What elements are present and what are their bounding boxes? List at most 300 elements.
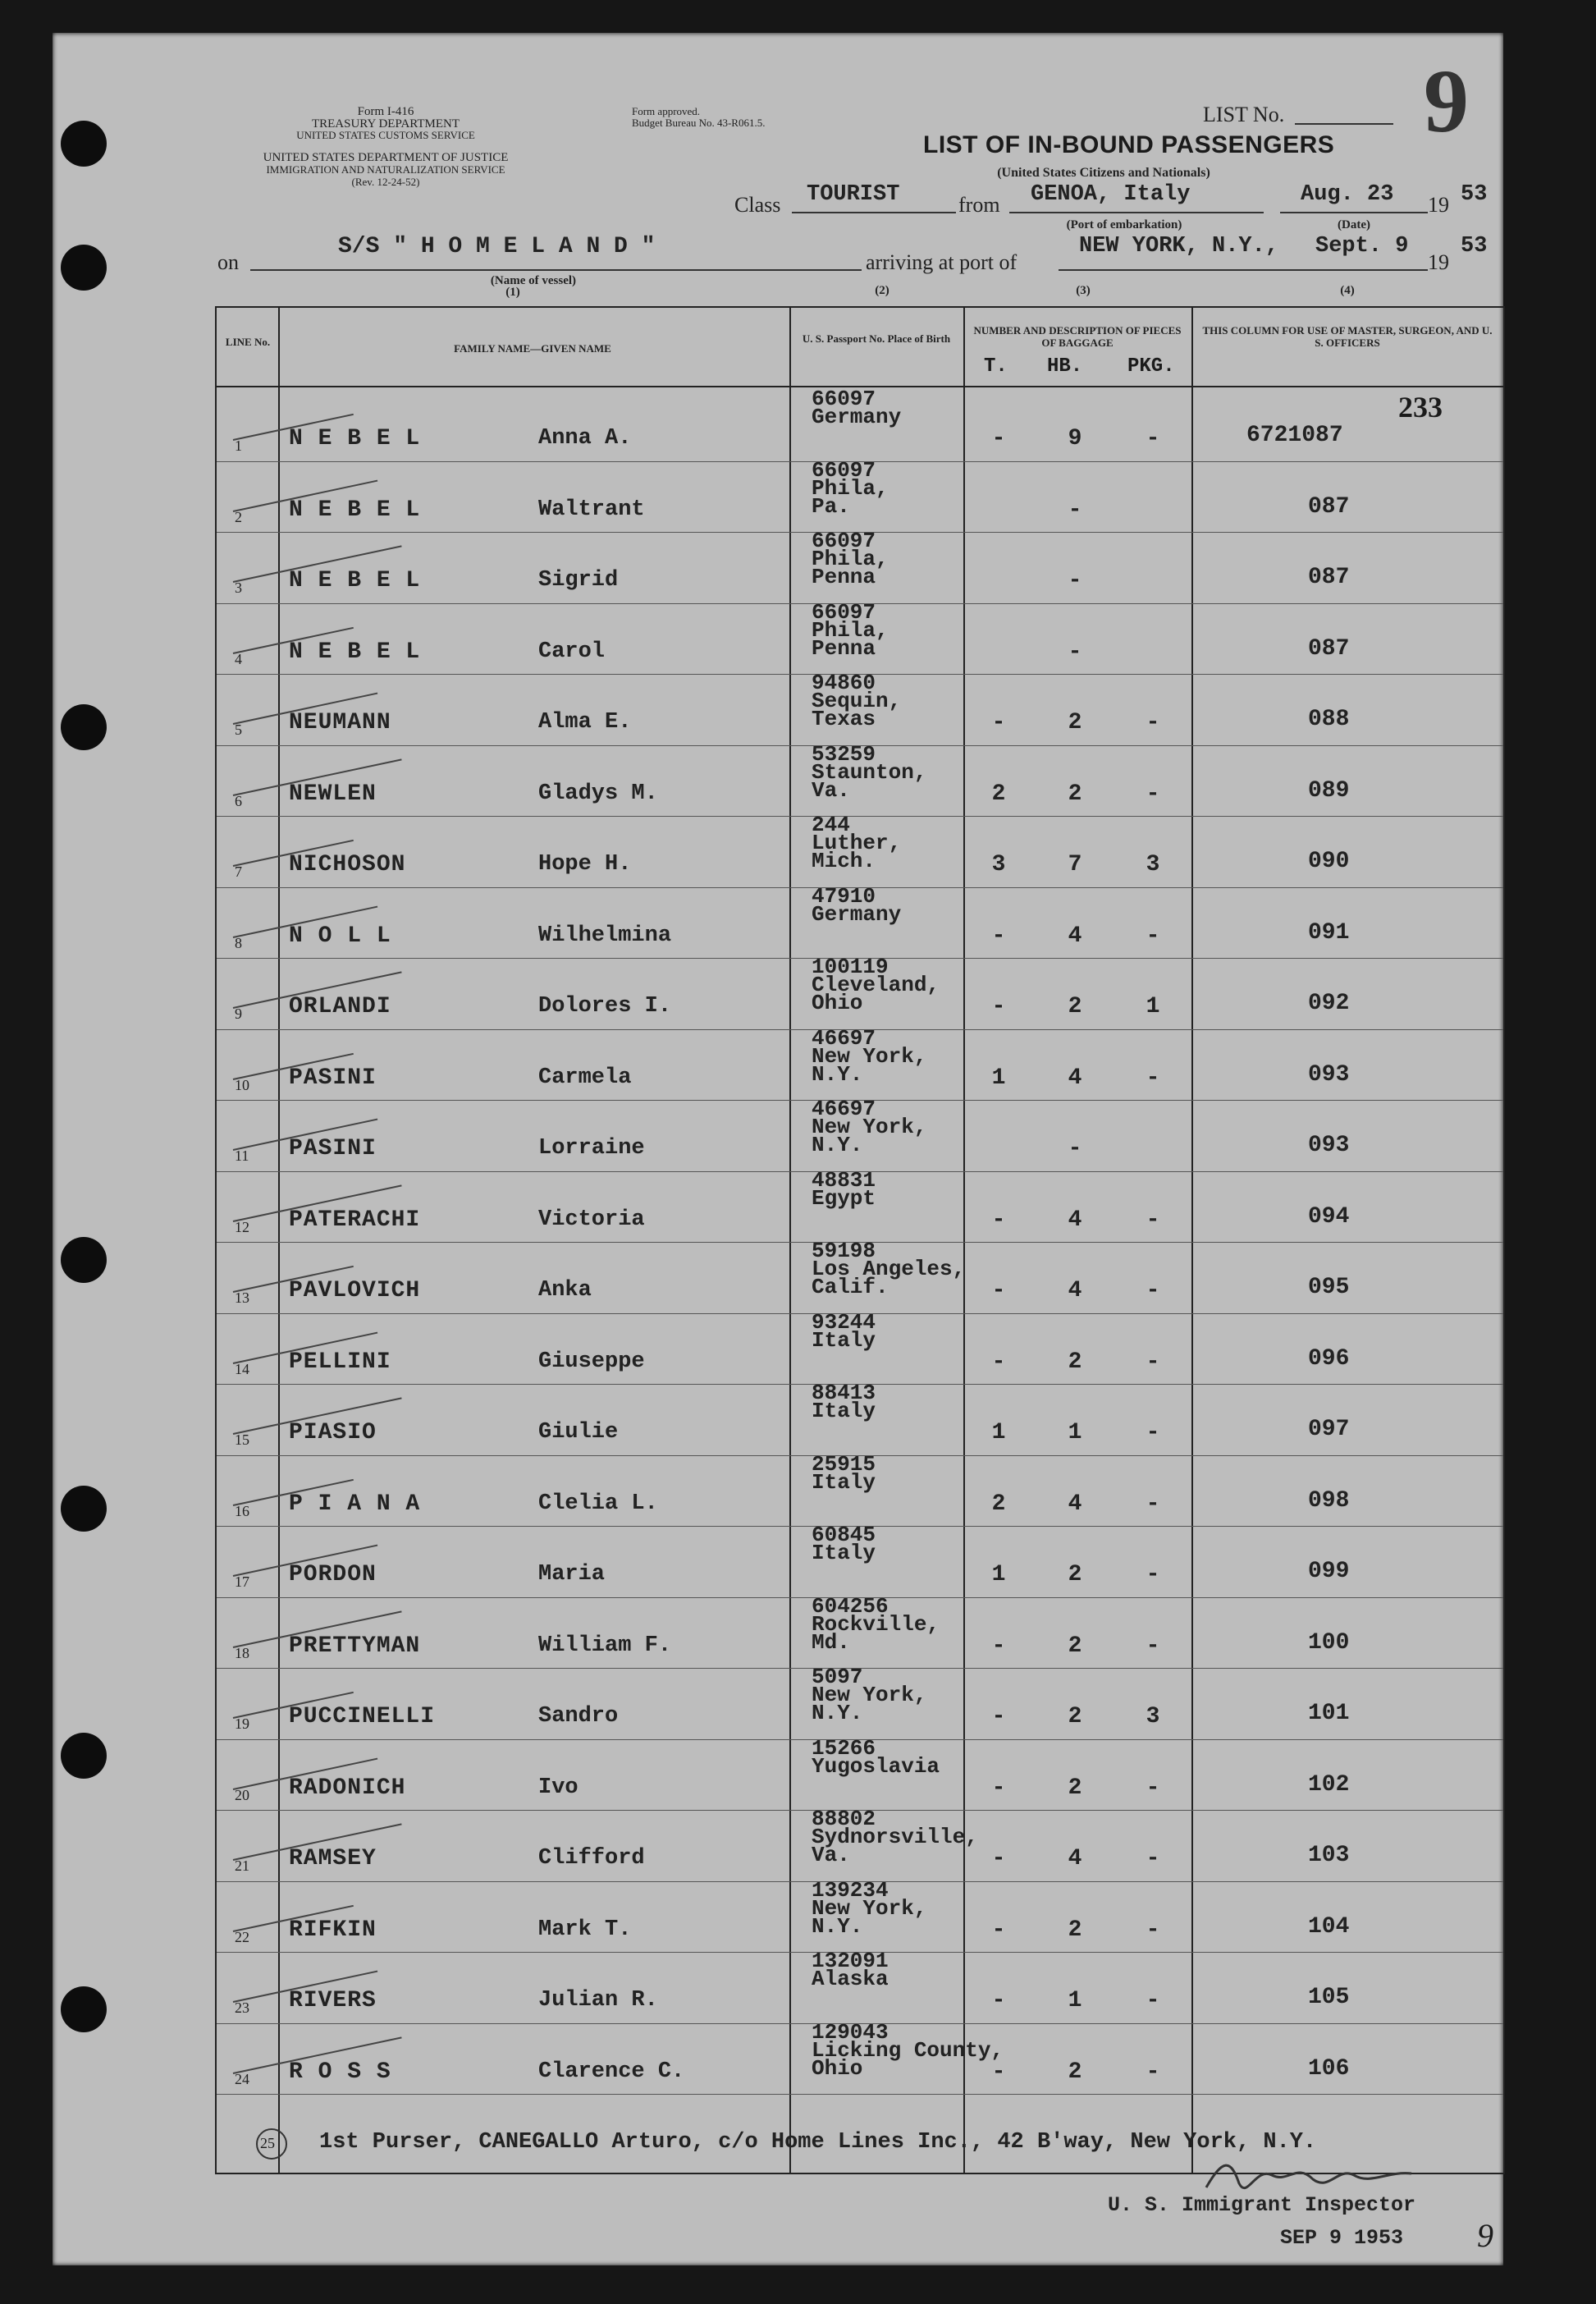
officer-number: 094 xyxy=(1308,1203,1350,1230)
line-number: 6 xyxy=(235,792,242,809)
given-name: Carol xyxy=(538,639,606,664)
baggage-packages: - xyxy=(1146,1846,1160,1871)
passport-number: 88802 xyxy=(812,1807,876,1831)
ins-label: IMMIGRATION AND NATURALIZATION SERVICE xyxy=(266,163,505,176)
family-name: P I A N A xyxy=(289,1491,421,1517)
passport-number: 244 xyxy=(812,813,850,837)
family-name: PELLINI xyxy=(289,1349,391,1375)
baggage-handbags: 1 xyxy=(1068,1420,1082,1445)
corner-mark: 9 xyxy=(1477,2217,1493,2254)
baggage-handbags: 2 xyxy=(1068,1917,1082,1943)
baggage-trunks: 2 xyxy=(991,1491,1006,1517)
given-name: Giulie xyxy=(538,1420,619,1445)
line-number: 18 xyxy=(235,1644,249,1661)
stamp-date: SEP 9 1953 xyxy=(1280,2226,1404,2250)
family-name: RAMSEY xyxy=(289,1846,377,1871)
baggage-trunks: - xyxy=(991,994,1006,1019)
baggage-handbags: 7 xyxy=(1068,852,1082,877)
form-approved: Form approved. xyxy=(632,105,701,117)
baggage-handbags: 2 xyxy=(1068,1775,1082,1801)
given-name: Lorraine xyxy=(538,1136,645,1161)
baggage-trunks: - xyxy=(991,1775,1006,1801)
baggage-handbags: 2 xyxy=(1068,2059,1082,2085)
col-header-line: LINE No. xyxy=(225,336,271,348)
line-number: 23 xyxy=(235,1999,249,2016)
family-name: R O S S xyxy=(289,2059,391,2085)
given-name: Wilhelmina xyxy=(538,923,672,948)
line-number: 16 xyxy=(235,1502,249,1519)
birth-place: Phila, xyxy=(812,547,889,571)
baggage-handbags: 1 xyxy=(1068,1988,1082,2013)
arrival-date: Sept. 9 xyxy=(1315,234,1409,259)
arrival-year: 53 xyxy=(1461,234,1488,259)
table-row xyxy=(217,813,1503,886)
birth-place: Yugoslavia xyxy=(812,1753,940,1779)
date-line xyxy=(1280,212,1428,213)
from-label: from xyxy=(958,193,1000,217)
baggage-handbags: 4 xyxy=(1068,1278,1082,1303)
birth-place: Germany xyxy=(812,405,902,429)
baggage-handbags: 2 xyxy=(1068,1562,1082,1587)
birth-place-line2: Penna xyxy=(812,635,876,661)
birth-place: Staunton, xyxy=(812,759,927,785)
officer-number: 105 xyxy=(1308,1985,1350,2010)
table-row xyxy=(217,1877,1503,1952)
family-name: N E B E L xyxy=(289,426,421,451)
col-header-t: T. xyxy=(984,355,1008,378)
baggage-trunks: - xyxy=(991,710,1006,735)
list-title: LIST OF IN-BOUND PASSENGERS xyxy=(923,131,1335,158)
officer-number: 097 xyxy=(1308,1417,1350,1442)
line-number: 4 xyxy=(235,650,242,667)
officer-number: 6721087 xyxy=(1246,423,1343,448)
given-name: Dolores I. xyxy=(538,994,672,1019)
baggage-handbags: 9 xyxy=(1068,426,1082,451)
officer-number: 096 xyxy=(1308,1345,1350,1372)
birth-place: Italy xyxy=(812,1541,876,1565)
baggage-packages: - xyxy=(1146,1633,1160,1659)
line-number: 9 xyxy=(235,1005,242,1022)
birth-place-line2: Texas xyxy=(812,707,876,731)
officer-number: 087 xyxy=(1308,493,1350,520)
officer-number: 090 xyxy=(1308,849,1350,874)
col-header-officers: THIS COLUMN FOR USE OF MASTER, SURGEON, AND U. S. OFFICERS xyxy=(1202,324,1493,349)
baggage-handbags: 4 xyxy=(1068,1207,1082,1233)
given-name: Anna A. xyxy=(538,426,632,451)
col-header-passport: U. S. Passport No. Place of Birth xyxy=(802,332,951,345)
col1-caption: (1) xyxy=(505,286,520,299)
officer-number: 093 xyxy=(1308,1133,1350,1158)
baggage-handbags: 2 xyxy=(1068,710,1082,735)
baggage-handbags: 4 xyxy=(1068,923,1082,949)
baggage-trunks: - xyxy=(991,1633,1006,1659)
arrival-nineteen: 19 xyxy=(1428,250,1449,274)
table-row xyxy=(217,1949,1503,2022)
birth-place: Alaska xyxy=(812,1967,889,1991)
binder-hole xyxy=(61,245,107,291)
binder-hole xyxy=(61,1986,107,2032)
baggage-trunks: - xyxy=(991,1207,1006,1233)
birth-place: New York, xyxy=(812,1895,927,1921)
passport-number: 66097 xyxy=(812,457,876,483)
table-row xyxy=(217,1451,1503,1526)
baggage-trunks: - xyxy=(991,1846,1006,1871)
passport-number: 46697 xyxy=(812,1025,876,1051)
baggage-packages: - xyxy=(1146,1207,1160,1233)
birth-place-line2: N.Y. xyxy=(812,1913,863,1939)
passport-number: 48831 xyxy=(812,1167,876,1193)
given-name: Sandro xyxy=(538,1704,619,1729)
arriving-label: arriving at port of xyxy=(866,250,1018,274)
passport-number: 66097 xyxy=(812,529,876,553)
baggage-handbags: 4 xyxy=(1068,1491,1082,1517)
binder-hole xyxy=(61,1486,107,1532)
birth-place: Sequin, xyxy=(812,689,902,713)
date-caption: (Date) xyxy=(1338,218,1370,231)
department-of-justice: UNITED STATES DEPARTMENT OF JUSTICE xyxy=(263,151,509,164)
table-row xyxy=(217,599,1503,674)
baggage-trunks: - xyxy=(991,1349,1006,1375)
row-divider xyxy=(217,2094,1503,2095)
from-value: GENOA, Italy xyxy=(1031,182,1191,207)
birth-place: Luther, xyxy=(812,831,902,855)
officer-number: 098 xyxy=(1308,1487,1350,1514)
baggage-trunks: 2 xyxy=(991,781,1006,807)
passport-number: 59198 xyxy=(812,1239,876,1263)
officer-number: 089 xyxy=(1308,777,1350,804)
table-row xyxy=(217,671,1503,744)
family-name: N E B E L xyxy=(289,568,421,593)
baggage-packages: - xyxy=(1146,1988,1160,2013)
line-number: 22 xyxy=(235,1928,249,1945)
inspector-title: U. S. Immigrant Inspector xyxy=(1108,2193,1416,2217)
birth-place-line2: N.Y. xyxy=(812,1133,863,1157)
line-number: 13 xyxy=(235,1289,249,1306)
date-nineteen: 19 xyxy=(1428,193,1449,217)
passport-number: 129043 xyxy=(812,2019,889,2045)
line-number: 2 xyxy=(235,508,242,525)
line-number: 17 xyxy=(235,1573,249,1590)
given-name: Sigrid xyxy=(538,568,619,593)
officer-number: 100 xyxy=(1308,1629,1350,1656)
table-row xyxy=(217,1309,1503,1384)
table-row xyxy=(217,1807,1503,1880)
baggage-trunks: 1 xyxy=(991,1065,1006,1091)
vessel-name: S/S " H O M E L A N D " xyxy=(338,234,656,259)
given-name: Ivo xyxy=(538,1775,578,1800)
birth-place-line2: Va. xyxy=(812,1843,850,1867)
officer-number: 099 xyxy=(1308,1559,1350,1584)
baggage-packages: - xyxy=(1146,426,1160,451)
birth-place-line2: Va. xyxy=(812,777,850,803)
officer-number: 102 xyxy=(1308,1771,1350,1798)
baggage-trunks: - xyxy=(991,1278,1006,1303)
line-number: 24 xyxy=(235,2070,249,2087)
table-row xyxy=(217,457,1503,532)
birth-place: Cleveland, xyxy=(812,973,940,997)
baggage-packages: 3 xyxy=(1146,1704,1160,1729)
list-no-line xyxy=(1295,123,1393,125)
baggage-handbags: 4 xyxy=(1068,1065,1082,1091)
birth-place: Italy xyxy=(812,1469,876,1495)
baggage-handbags: 2 xyxy=(1068,1704,1082,1729)
family-name: NEWLEN xyxy=(289,781,377,807)
given-name: William F. xyxy=(538,1633,672,1658)
purser-line: 1st Purser, CANEGALLO Arturo, c/o Home Lines Inc., 42 B'way, New York, N.Y. xyxy=(319,2130,1317,2155)
passport-number: 60845 xyxy=(812,1523,876,1547)
given-name: Clarence C. xyxy=(538,2059,685,2084)
line-number: 19 xyxy=(235,1715,249,1732)
birth-place-line2: Calif. xyxy=(812,1275,889,1299)
given-name: Anka xyxy=(538,1278,592,1303)
birth-place-line2: Md. xyxy=(812,1629,850,1655)
birth-place: Italy xyxy=(812,1399,876,1423)
line-number: 11 xyxy=(235,1147,249,1164)
date-value: Aug. 23 xyxy=(1301,182,1394,207)
baggage-packages: - xyxy=(1146,1420,1160,1445)
baggage-handbags: 2 xyxy=(1068,1349,1082,1375)
family-name: NICHOSON xyxy=(289,852,406,877)
birth-place-line2: Mich. xyxy=(812,849,876,873)
baggage-packages: - xyxy=(1146,1562,1160,1587)
binder-hole xyxy=(61,1237,107,1283)
baggage-packages: - xyxy=(1146,781,1160,807)
line-number: 5 xyxy=(235,721,242,738)
birth-place: Licking County, xyxy=(812,2037,1004,2063)
baggage-trunks: - xyxy=(991,426,1006,451)
passport-number: 25915 xyxy=(812,1451,876,1477)
table-row xyxy=(217,387,1503,460)
baggage-packages: - xyxy=(1146,2059,1160,2085)
birth-place-line2: Pa. xyxy=(812,493,850,519)
birth-place: New York, xyxy=(812,1043,927,1069)
passport-number: 46697 xyxy=(812,1097,876,1121)
birth-place: Germany xyxy=(812,901,902,927)
table-row xyxy=(217,529,1503,602)
officer-number: 093 xyxy=(1308,1061,1350,1088)
table-row xyxy=(217,2019,1503,2094)
col-header-pkg: PKG. xyxy=(1127,355,1175,378)
baggage-trunks: 1 xyxy=(991,1420,1006,1445)
birth-place: Phila, xyxy=(812,617,889,643)
table-row xyxy=(217,1593,1503,1668)
given-name: Victoria xyxy=(538,1207,645,1232)
family-name: PIASIO xyxy=(289,1420,377,1445)
officer-number: 088 xyxy=(1308,707,1350,732)
passport-number: 94860 xyxy=(812,671,876,695)
class-label: Class xyxy=(734,193,781,217)
table-row xyxy=(217,883,1503,958)
birth-place: Los Angeles, xyxy=(812,1257,966,1281)
family-name: N E B E L xyxy=(289,497,421,523)
officer-number: 101 xyxy=(1308,1701,1350,1726)
baggage-handbags: - xyxy=(1068,639,1082,665)
family-name: ORLANDI xyxy=(289,994,391,1019)
baggage-handbags: - xyxy=(1068,568,1082,593)
birth-place: New York, xyxy=(812,1115,927,1139)
revision-date: (Rev. 12-24-52) xyxy=(351,176,420,188)
date-year: 53 xyxy=(1461,182,1488,207)
passport-number: 88413 xyxy=(812,1381,876,1405)
birth-place-line2: N.Y. xyxy=(812,1701,863,1725)
baggage-packages: - xyxy=(1146,1065,1160,1091)
officer-number: 087 xyxy=(1308,635,1350,662)
baggage-handbags: - xyxy=(1068,1136,1082,1161)
birth-place: Sydnorsville, xyxy=(812,1825,978,1849)
given-name: Carmela xyxy=(538,1065,632,1090)
officer-number: 095 xyxy=(1308,1275,1350,1300)
col-header-name: FAMILY NAME—GIVEN NAME xyxy=(454,342,611,355)
given-name: Hope H. xyxy=(538,852,632,877)
line-number: 10 xyxy=(235,1076,249,1093)
passport-number: 604256 xyxy=(812,1593,889,1619)
line-25-number: 25 xyxy=(260,2135,275,2151)
table-row xyxy=(217,1239,1503,1312)
list-subtitle: (United States Citizens and Nationals) xyxy=(997,166,1210,180)
baggage-handbags: 2 xyxy=(1068,994,1082,1019)
table-row xyxy=(217,955,1503,1028)
arrival-port: NEW YORK, N.Y., xyxy=(1079,234,1279,259)
baggage-handbags: 4 xyxy=(1068,1846,1082,1871)
family-name: PATERACHI xyxy=(289,1207,421,1233)
table-row xyxy=(217,1735,1503,1810)
col2-caption: (2) xyxy=(875,284,889,297)
passport-number: 100119 xyxy=(812,955,889,979)
birth-place: Rockville, xyxy=(812,1611,940,1637)
passenger-table xyxy=(215,306,1505,2174)
col-header-baggage: NUMBER AND DESCRIPTION OF PIECES OF BAGGAGE xyxy=(973,324,1182,349)
binder-hole xyxy=(61,704,107,750)
baggage-trunks: - xyxy=(991,923,1006,949)
vessel-line xyxy=(250,269,862,271)
list-no-label: LIST No. xyxy=(1203,103,1285,126)
baggage-packages: - xyxy=(1146,710,1160,735)
passport-number: 47910 xyxy=(812,883,876,909)
family-name: N E B E L xyxy=(289,639,421,665)
birth-place: Egypt xyxy=(812,1185,876,1211)
line-number: 20 xyxy=(235,1786,249,1803)
baggage-trunks: - xyxy=(991,1988,1006,2013)
officer-number: 091 xyxy=(1308,919,1350,946)
birth-place-line2: N.Y. xyxy=(812,1061,863,1087)
passport-number: 139234 xyxy=(812,1877,889,1903)
given-name: Waltrant xyxy=(538,497,645,522)
class-value: TOURIST xyxy=(807,182,900,207)
given-name: Julian R. xyxy=(538,1988,658,2013)
officer-number: 087 xyxy=(1308,565,1350,590)
given-name: Alma E. xyxy=(538,710,632,735)
baggage-handbags: 2 xyxy=(1068,1633,1082,1659)
line-number: 7 xyxy=(235,863,242,880)
treasury-department: TREASURY DEPARTMENT xyxy=(311,117,460,131)
family-name: N O L L xyxy=(289,923,391,949)
baggage-handbags: 2 xyxy=(1068,781,1082,807)
from-line xyxy=(1009,212,1264,213)
line-number: 15 xyxy=(235,1431,249,1448)
baggage-trunks: 1 xyxy=(991,1562,1006,1587)
arrival-line xyxy=(1059,269,1428,271)
baggage-trunks: - xyxy=(991,1917,1006,1943)
family-name: PORDON xyxy=(289,1562,377,1587)
given-name: Clelia L. xyxy=(538,1491,658,1516)
budget-bureau: Budget Bureau No. 43-R061.5. xyxy=(632,117,766,129)
table-row xyxy=(217,1381,1503,1454)
baggage-trunks: - xyxy=(991,2059,1006,2085)
col4-caption: (4) xyxy=(1340,284,1355,297)
baggage-packages: - xyxy=(1146,1491,1160,1517)
family-name: PASINI xyxy=(289,1136,377,1161)
family-name: PASINI xyxy=(289,1065,377,1091)
family-name: NEUMANN xyxy=(289,710,391,735)
birth-place-line2: Ohio xyxy=(812,2055,863,2081)
family-name: RADONICH xyxy=(289,1775,406,1801)
officer-number: 092 xyxy=(1308,991,1350,1016)
passport-number: 5097 xyxy=(812,1665,863,1689)
inspector-signature xyxy=(1198,2151,1444,2200)
birth-place: Italy xyxy=(812,1327,876,1353)
birth-place-line2: Ohio xyxy=(812,991,863,1015)
officer-number: 104 xyxy=(1308,1913,1350,1940)
officer-number: 106 xyxy=(1308,2055,1350,2082)
officer-note: 233 xyxy=(1398,391,1443,424)
vessel-caption: (Name of vessel) xyxy=(490,274,577,287)
officer-number: 103 xyxy=(1308,1843,1350,1868)
page-number: 9 xyxy=(1424,51,1469,151)
family-name: PAVLOVICH xyxy=(289,1278,421,1303)
baggage-handbags: - xyxy=(1068,497,1082,523)
family-name: RIVERS xyxy=(289,1988,377,2013)
given-name: Gladys M. xyxy=(538,781,658,806)
given-name: Giuseppe xyxy=(538,1349,645,1374)
table-row xyxy=(217,1665,1503,1738)
baggage-trunks: 3 xyxy=(991,852,1006,877)
birth-place-line2: Penna xyxy=(812,565,876,589)
passport-number: 53259 xyxy=(812,741,876,767)
form-number: Form I-416 xyxy=(357,105,414,118)
given-name: Maria xyxy=(538,1562,606,1587)
line-number: 14 xyxy=(235,1360,249,1377)
passport-number: 66097 xyxy=(812,387,876,411)
baggage-packages: - xyxy=(1146,1775,1160,1801)
line-number: 12 xyxy=(235,1218,249,1235)
family-name: PUCCINELLI xyxy=(289,1704,436,1729)
customs-service: UNITED STATES CUSTOMS SERVICE xyxy=(296,129,475,141)
baggage-packages: - xyxy=(1146,1278,1160,1303)
line-number: 3 xyxy=(235,579,242,596)
given-name: Mark T. xyxy=(538,1917,632,1942)
port-caption: (Port of embarkation) xyxy=(1066,218,1182,231)
baggage-packages: - xyxy=(1146,1349,1160,1375)
passport-number: 66097 xyxy=(812,599,876,625)
table-row xyxy=(217,1097,1503,1170)
baggage-packages: 3 xyxy=(1146,852,1160,877)
baggage-packages: 1 xyxy=(1146,994,1160,1019)
binder-hole xyxy=(61,121,107,167)
passport-number: 15266 xyxy=(812,1735,876,1761)
passport-number: 132091 xyxy=(812,1949,889,1973)
col-header-hb: HB. xyxy=(1047,355,1083,378)
baggage-trunks: - xyxy=(991,1704,1006,1729)
family-name: RIFKIN xyxy=(289,1917,377,1943)
col3-caption: (3) xyxy=(1076,284,1091,297)
table-row xyxy=(217,741,1503,816)
family-name: PRETTYMAN xyxy=(289,1633,421,1659)
table-row xyxy=(217,1025,1503,1100)
given-name: Clifford xyxy=(538,1846,645,1871)
passport-number: 93244 xyxy=(812,1309,876,1335)
binder-hole xyxy=(61,1733,107,1779)
table-row xyxy=(217,1167,1503,1242)
